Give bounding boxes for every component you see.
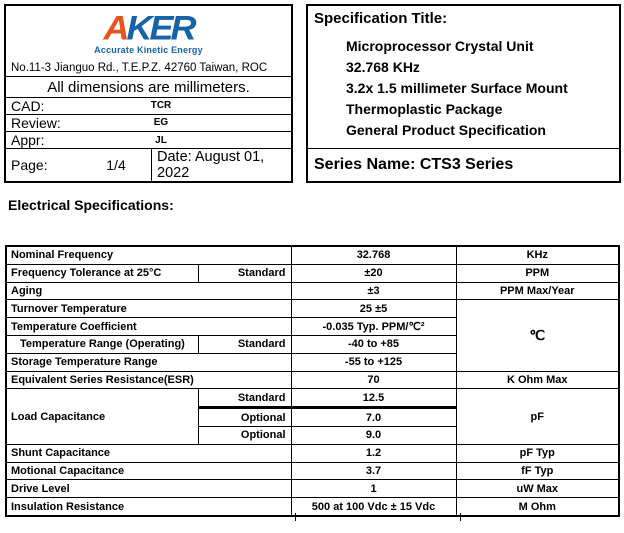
table-row xyxy=(6,371,619,389)
unit-cell: PPM xyxy=(456,264,619,282)
review-row xyxy=(6,115,291,132)
qualifier-cell: Standard xyxy=(198,389,291,408)
unit-cell: uW Max xyxy=(456,480,619,498)
section-heading: Electrical Specifications: xyxy=(8,197,174,213)
spec-line: 32.768 KHz xyxy=(346,59,420,75)
company-logo xyxy=(6,6,291,59)
value-cell: -55 to +125 xyxy=(291,353,456,371)
spec-line: 3.2x 1.5 millimeter Surface Mount xyxy=(346,80,568,96)
table-row xyxy=(6,444,619,462)
unit-cell: pF Typ xyxy=(456,444,619,462)
dimensions-note: All dimensions are millimeters. xyxy=(6,77,291,98)
electrical-specs-table xyxy=(5,245,620,517)
page-number: 1/4 xyxy=(106,157,126,174)
unit-cell: PPM Max/Year xyxy=(456,282,619,300)
param-cell: Storage Temperature Range xyxy=(6,353,291,371)
unit-cell: K Ohm Max xyxy=(456,371,619,389)
value-cell: 25 ±5 xyxy=(291,300,456,318)
appr-row xyxy=(6,132,291,149)
page-row xyxy=(6,149,291,181)
table-continuation-stub xyxy=(295,513,296,521)
param-cell: Temperature Range (Operating) xyxy=(6,335,198,353)
value-cell: ±20 xyxy=(291,264,456,282)
value-cell: 32.768 xyxy=(291,246,456,264)
spec-title-lines xyxy=(314,36,619,141)
spec-line: General Product Specification xyxy=(346,122,546,138)
logo-letter-a: A xyxy=(103,7,127,47)
unit-cell: fF Typ xyxy=(456,462,619,480)
review-label: Review: xyxy=(11,114,61,131)
cad-row xyxy=(6,98,291,115)
qualifier-cell: Optional xyxy=(198,426,291,444)
param-cell: Aging xyxy=(6,282,291,300)
spec-line: Microprocessor Crystal Unit xyxy=(346,38,534,54)
value-cell: 9.0 xyxy=(291,426,456,444)
qualifier-cell: Standard xyxy=(198,264,291,282)
value-cell: 1.2 xyxy=(291,444,456,462)
spec-line: Thermoplastic Package xyxy=(346,101,503,117)
spec-title-label: Specification Title: xyxy=(314,10,448,27)
appr-value: JL xyxy=(155,134,167,146)
value-cell: 7.0 xyxy=(291,408,456,427)
date-text: Date: August 01, 2022 xyxy=(151,149,291,181)
table-row xyxy=(6,282,619,300)
table-row xyxy=(6,300,619,318)
review-value: EG xyxy=(153,117,169,129)
unit-cell-celsius: ℃ xyxy=(456,300,619,371)
logo-tagline: Accurate Kinetic Energy xyxy=(94,44,203,55)
page-label: Page: xyxy=(11,157,48,174)
param-cell: Temperature Coefficient xyxy=(6,318,291,336)
table-row xyxy=(6,498,619,516)
table-row xyxy=(6,264,619,282)
value-cell: 1 xyxy=(291,480,456,498)
spec-title-box xyxy=(306,4,621,183)
qualifier-cell: Optional xyxy=(198,408,291,427)
logo-wordmark xyxy=(103,7,194,47)
unit-cell: M Ohm xyxy=(456,498,619,516)
param-cell: Frequency Tolerance at 25°C xyxy=(6,264,198,282)
value-cell: -0.035 Typ. PPM/℃² xyxy=(291,318,456,336)
unit-cell-pf: pF xyxy=(456,389,619,444)
table-row xyxy=(6,389,619,408)
logo-letters-ker: KER xyxy=(126,7,194,47)
company-header-box xyxy=(4,4,293,183)
series-name: Series Name: CTS3 Series xyxy=(314,156,514,173)
param-cell: Drive Level xyxy=(6,480,291,498)
table-row xyxy=(6,462,619,480)
company-address: No.11-3 Jianguo Rd., T.E.P.Z. 42760 Taiwan, ROC xyxy=(6,59,291,77)
value-cell: 70 xyxy=(291,371,456,389)
value-cell: ±3 xyxy=(291,282,456,300)
cad-label: CAD: xyxy=(11,97,45,114)
value-cell: 3.7 xyxy=(291,462,456,480)
param-cell: Shunt Capacitance xyxy=(6,444,291,462)
param-cell: Nominal Frequency xyxy=(6,246,291,264)
unit-cell: KHz xyxy=(456,246,619,264)
param-cell: Insulation Resistance xyxy=(6,498,291,516)
table-row xyxy=(6,480,619,498)
spec-title-area xyxy=(308,6,619,149)
value-cell: 500 at 100 Vdc ± 15 Vdc xyxy=(291,498,456,516)
appr-label: Appr: xyxy=(11,132,45,149)
value-cell: -40 to +85 xyxy=(291,335,456,353)
param-cell: Equivalent Series Resistance(ESR) xyxy=(6,371,291,389)
qualifier-cell: Standard xyxy=(198,335,291,353)
table-row xyxy=(6,246,619,264)
value-cell: 12.5 xyxy=(291,389,456,408)
param-cell: Motional Capacitance xyxy=(6,462,291,480)
cad-value: TCR xyxy=(150,100,172,112)
param-cell: Turnover Temperature xyxy=(6,300,291,318)
param-cell-load-capacitance: Load Capacitance xyxy=(6,389,198,444)
table-continuation-stub xyxy=(460,513,461,521)
